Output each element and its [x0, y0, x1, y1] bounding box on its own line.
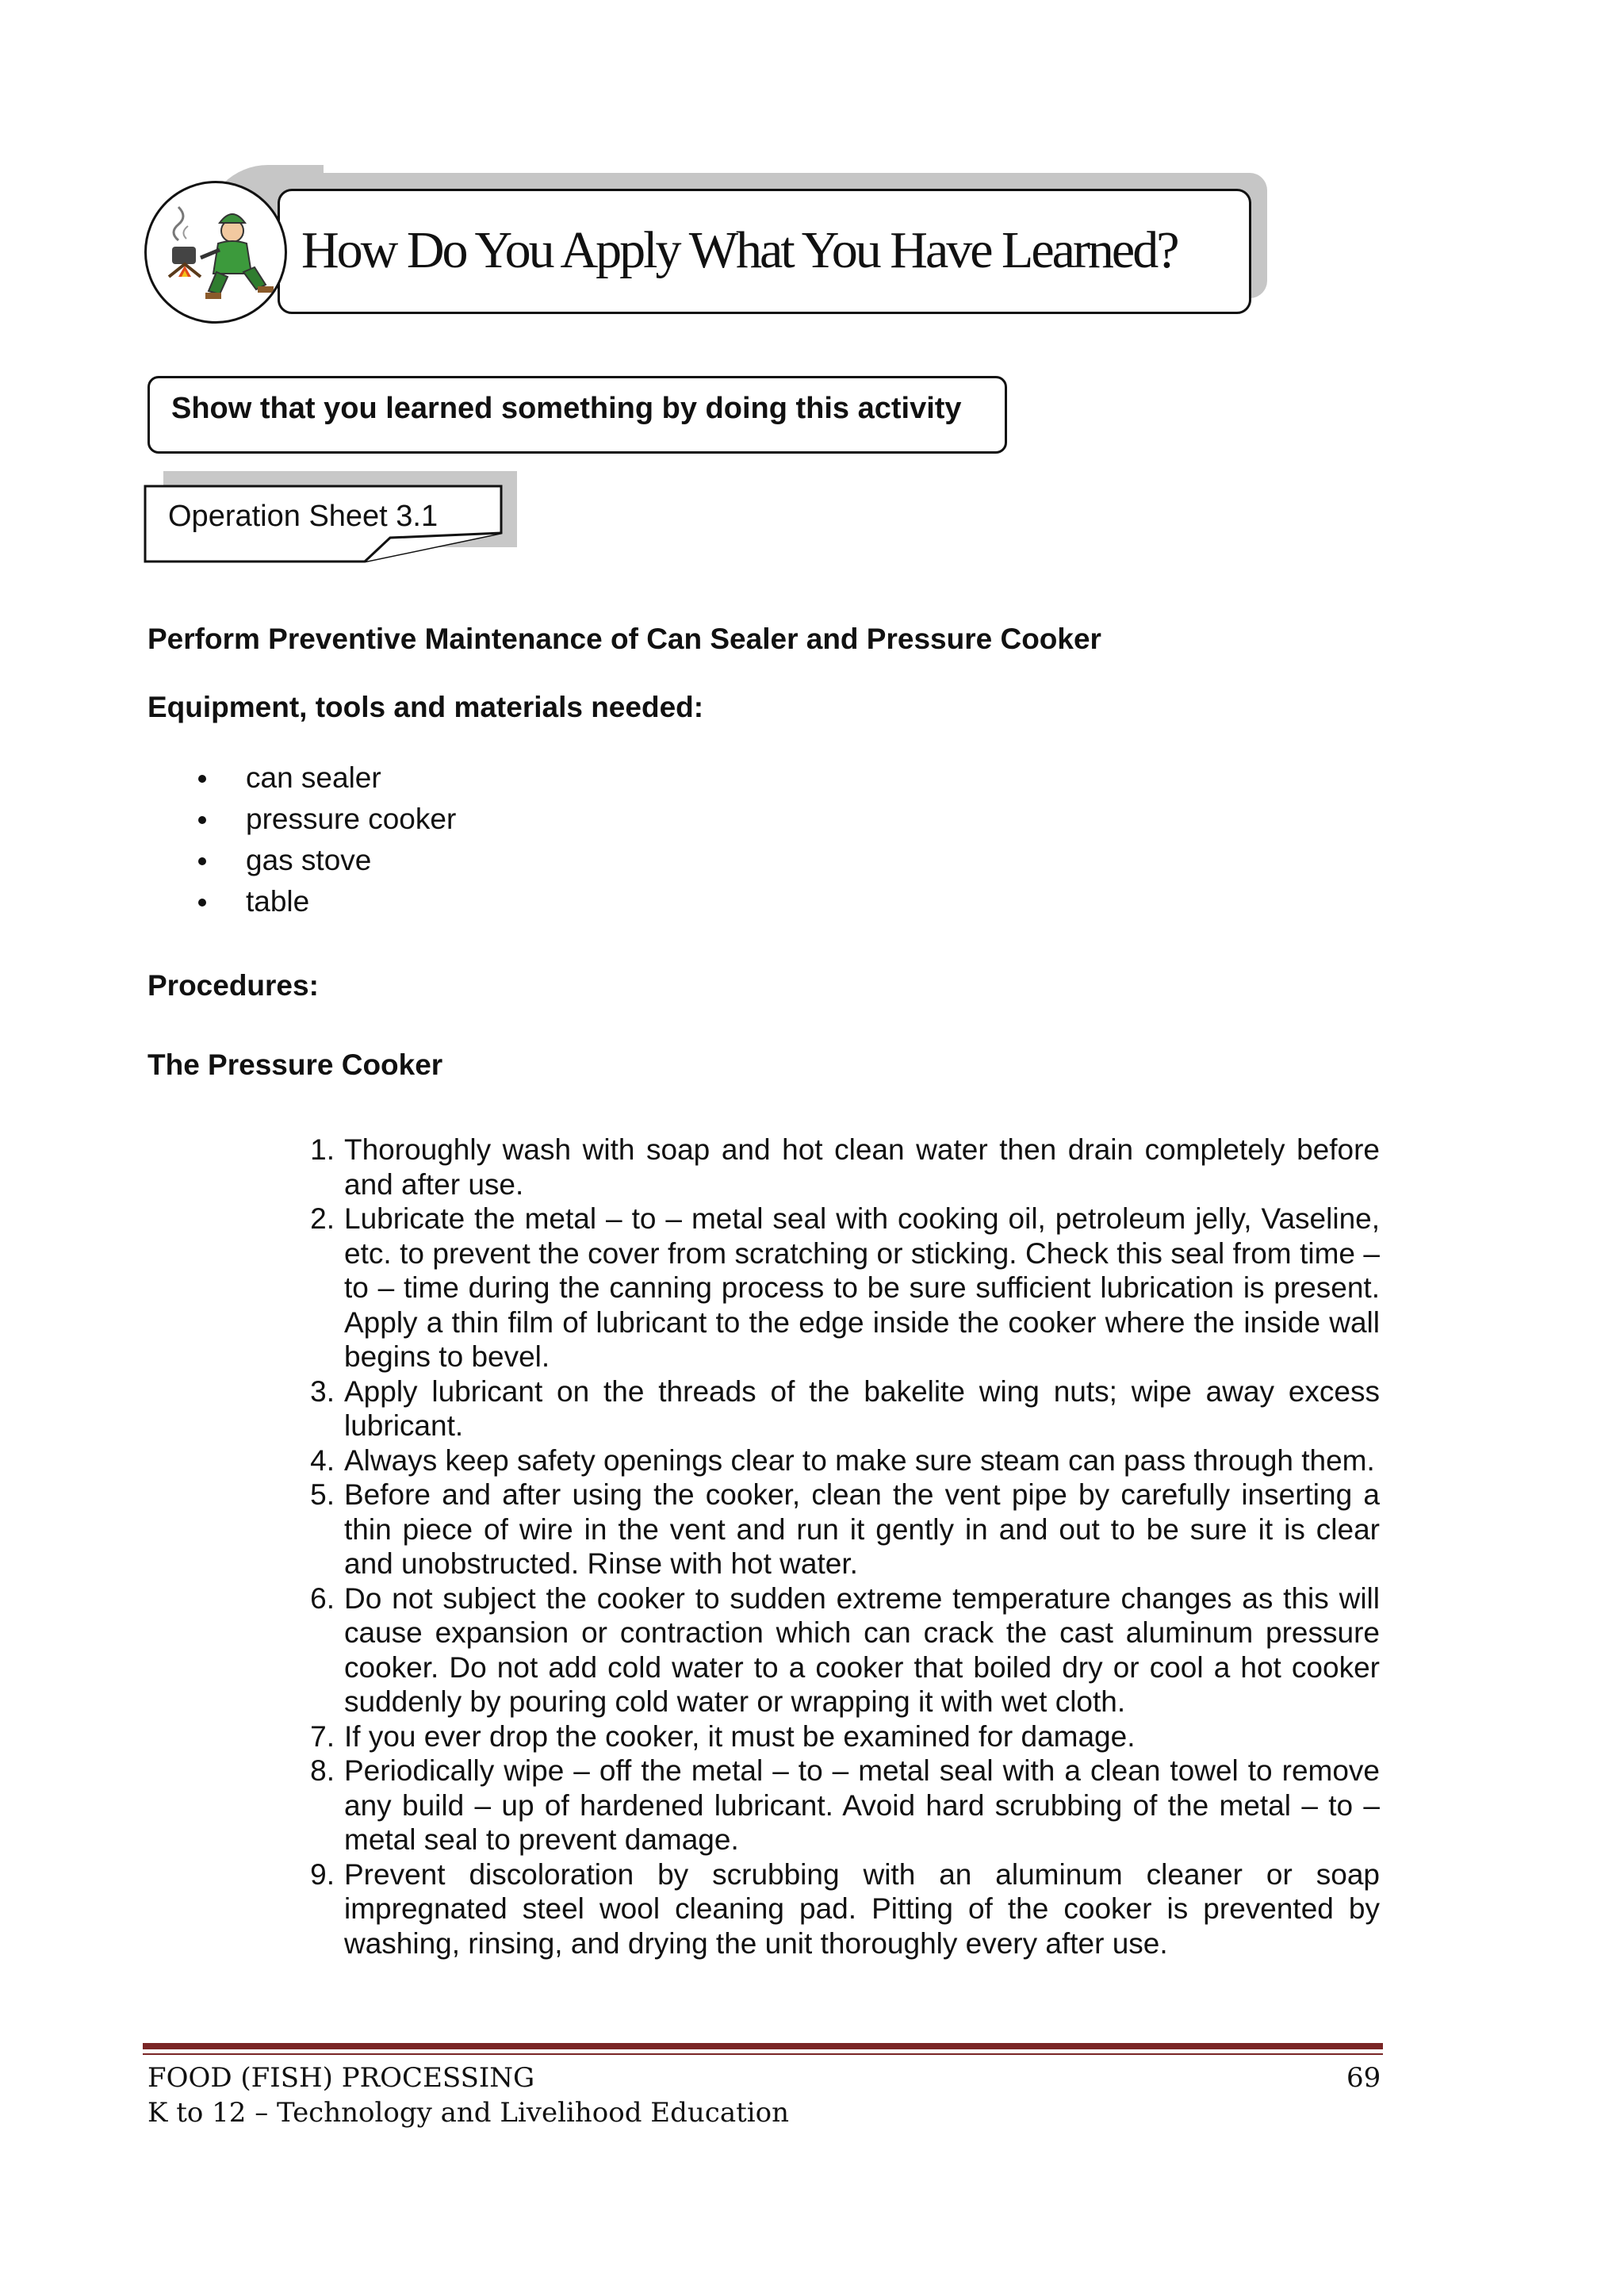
footer-subject: FOOD (FISH) PROCESSING — [147, 2062, 535, 2094]
procedure-step: 9. Prevent discoloration by scrubbing with an aluminum cleaner or soap impregnated steel wool cleaning pad. Pitting of the cooker is prevented by washing, rinsing, and drying the unit thoroughly every after use. — [310, 1857, 1380, 1960]
bullet-icon — [198, 899, 206, 907]
operation-sheet-label: Operation Sheet 3.1 — [168, 500, 439, 533]
task-title: Perform Preventive Maintenance of Can Sealer and Pressure Cooker — [147, 623, 1101, 655]
procedure-step: 3. Apply lubricant on the threads of the bakelite wing nuts; wipe away excess lubricant. — [310, 1374, 1380, 1442]
bullet-icon — [198, 816, 206, 824]
procedure-step: 2. Lubricate the metal – to – metal seal with cooking oil, petroleum jelly, Vaseline, etc. to prevent the cover from scratching or sticking. Check this seal from time – to – time during the canning process to be sure sufficient lubrication is present. Apply a thin film of lubricant to the edge inside the cooker where the inside wall begins to bevel. — [310, 1202, 1380, 1373]
pressure-cooker-subheading: The Pressure Cooker — [147, 1048, 443, 1081]
procedure-step: 5. Before and after using the cooker, clean the vent pipe by carefully inserting a thin piece of wire in the vent and run it gently in and out to be sure it is clear and unobstructed. Rinse with hot water. — [310, 1478, 1380, 1580]
list-item: can sealer — [147, 757, 456, 799]
procedure-step: 1. Thoroughly wash with soap and hot clean water then drain completely before and after use. — [310, 1133, 1380, 1201]
materials-heading: Equipment, tools and materials needed: — [147, 691, 704, 723]
bullet-icon — [198, 775, 206, 783]
list-item: pressure cooker — [147, 799, 456, 840]
footer-rule — [143, 2053, 1383, 2055]
list-item: table — [147, 881, 456, 922]
procedures-heading: Procedures: — [147, 969, 319, 1002]
page-number: 69 — [1346, 2062, 1381, 2094]
procedure-step: 8. Periodically wipe – off the metal – to – metal seal with a clean towel to remove any build – up of hardened lubricant. Avoid hard scrubbing of the metal – to – metal seal to prevent damage. — [310, 1754, 1380, 1856]
list-item: gas stove — [147, 840, 456, 881]
activity-instruction: Show that you learned something by doing this activity — [171, 392, 962, 425]
procedure-step: 4. Always keep safety openings clear to make sure steam can pass through them. — [310, 1443, 1375, 1477]
procedure-step: 7. If you ever drop the cooker, it must be examined for damage. — [310, 1719, 1136, 1753]
materials-list — [147, 757, 456, 922]
camper-emblem-icon — [144, 181, 287, 324]
bullet-icon — [198, 857, 206, 865]
section-title: How Do You Apply What You Have Learned? — [301, 221, 1178, 279]
procedure-step: 6. Do not subject the cooker to sudden extreme temperature changes as this will cause expansion or contraction which can crack the cast aluminum pressure cooker. Do not add cold water to a cooker that boiled dry or cool a hot cooker suddenly by pouring cold water or wrapping it with wet cloth. — [310, 1581, 1380, 1718]
procedure-steps — [293, 1133, 1380, 1961]
footer-rule — [143, 2043, 1383, 2049]
footer-program: K to 12 – Technology and Livelihood Education — [147, 2097, 789, 2129]
